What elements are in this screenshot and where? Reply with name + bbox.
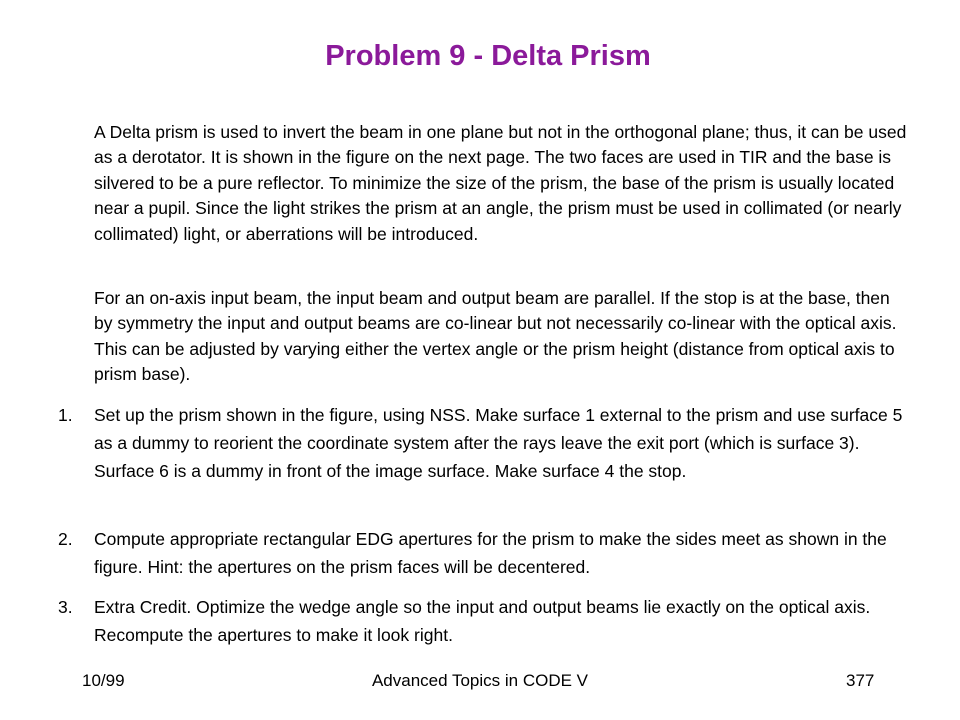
slide-title: Problem 9 - Delta Prism [325, 40, 651, 72]
beam-paragraph: For an on-axis input beam, the input beam and output beam are parallel. If the stop is at the base, then by symmetry the input and output beams are co-linear but not necessarily co-linear with the optical axis. This can be adjusted by varying either the vertex angle or the prism height (distance from optical axis to prism base). [94, 288, 897, 385]
list-item [58, 593, 910, 649]
list-item-number: 1. [58, 405, 73, 425]
list-item-text: Compute appropriate rectangular EDG apertures for the prism to make the sides meet as shown in the figure. Hint: the apertures on the prism faces will be decentered. [94, 529, 887, 578]
footer-course: Advanced Topics in CODE V [371, 671, 589, 690]
list-item [58, 525, 910, 581]
intro-paragraph: A Delta prism is used to invert the beam in one plane but not in the orthogonal plane; thus, it can be used as a derotator. It is shown in the figure on the next page. The two faces are used in TIR and the base is silvered to be a pure reflector. To minimize the size of the prism, the base of the prism is usually located near a pupil. Since the light strikes the prism at an angle, the prism must be used in collimated (or nearly collimated) light, or aberrations will be introduced. [94, 122, 907, 244]
footer-page-number: 377 [846, 671, 875, 690]
list-item [58, 401, 910, 486]
footer-date: 10/99 [82, 671, 125, 690]
list-item-number: 2. [58, 529, 73, 549]
list-item-number: 3. [58, 597, 73, 617]
list-item-text: Extra Credit. Optimize the wedge angle so the input and output beams lie exactly on the optical axis. Recompute the apertures to make it look right. [94, 597, 871, 646]
list-item-text: Set up the prism shown in the figure, using NSS. Make surface 1 external to the prism and use surface 5 as a dummy to reorient the coordinate system after the rays leave the exit port (which is surface 3). Surface 6 is a dummy in front of the image surface. Make surface 4 the stop. [94, 405, 903, 482]
